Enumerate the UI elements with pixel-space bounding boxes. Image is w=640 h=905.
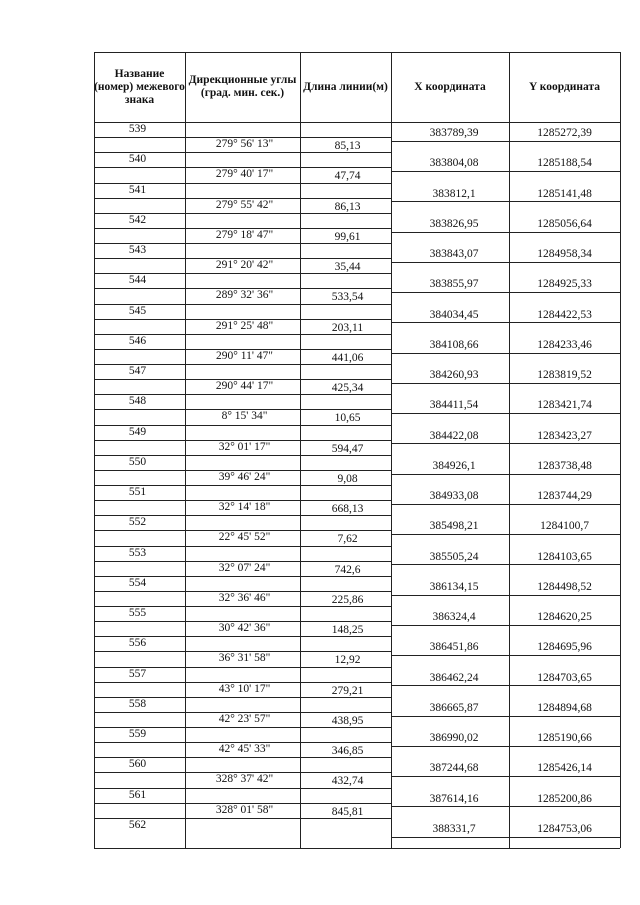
x-coordinate: 388331,7 [432, 822, 476, 835]
mark-number: 545 [128, 304, 147, 317]
line-length: 438,95 [331, 714, 364, 727]
direction-angle: 32° 36' 46" [218, 591, 271, 604]
mark-number: 560 [128, 758, 147, 771]
x-coordinate: 383812,1 [432, 187, 476, 200]
line-length: 346,85 [331, 745, 364, 758]
x-coordinate: 384108,66 [429, 338, 479, 351]
direction-angle: 32° 01' 17" [218, 440, 271, 453]
mark-number: 542 [128, 213, 147, 226]
coordinate-divider [391, 806, 620, 807]
mark-number: 546 [128, 334, 147, 347]
mark-number: 555 [128, 607, 147, 619]
direction-angle: 279° 40' 17" [215, 168, 274, 181]
x-coordinate: 386990,02 [429, 732, 479, 744]
coordinate-divider [391, 322, 620, 323]
mark-number: 539 [128, 123, 147, 135]
mark-number: 543 [128, 244, 147, 256]
line-length: 441,06 [331, 351, 364, 364]
direction-angle: 36° 31' 58" [218, 652, 271, 665]
header-direction-angle: Дирекционные углы (град. мин. сек.) [188, 74, 297, 99]
x-coordinate: 385498,21 [429, 520, 479, 533]
direction-angle: 43° 10' 17" [218, 682, 271, 695]
direction-angle: 328° 37' 42" [215, 773, 274, 786]
y-coordinate: 1284103,65 [537, 550, 592, 563]
line-length: 742,6 [334, 563, 361, 576]
coordinate-divider [391, 474, 620, 475]
x-coordinate: 387244,68 [429, 762, 479, 775]
coordinate-divider [391, 776, 620, 777]
line-length: 425,34 [331, 382, 364, 395]
direction-angle: 42° 23' 57" [218, 712, 271, 725]
table-bottom-border [94, 848, 620, 849]
mark-number: 559 [128, 728, 147, 740]
y-coordinate: 1285190,66 [537, 732, 592, 744]
line-length: 845,81 [331, 805, 364, 818]
coordinate-divider [391, 716, 620, 717]
x-coordinate: 387614,16 [429, 792, 479, 805]
direction-angle: 8° 15' 34" [221, 410, 268, 423]
direction-angle: 289° 32' 36" [215, 289, 274, 302]
direction-angle: 39° 46' 24" [218, 470, 271, 483]
x-coordinate: 386324,4 [432, 611, 476, 623]
line-length: 10,65 [334, 412, 361, 425]
y-coordinate: 1285426,14 [537, 762, 592, 775]
x-coordinate: 383855,97 [429, 278, 479, 291]
column-border [620, 52, 621, 848]
line-length: 47,74 [334, 170, 361, 183]
x-coordinate: 384260,93 [429, 369, 479, 381]
x-coordinate: 383843,07 [429, 248, 479, 260]
mark-number: 549 [128, 425, 147, 438]
line-length: 99,61 [334, 230, 361, 243]
line-length: 533,54 [331, 291, 364, 304]
y-coordinate: 1283819,52 [537, 369, 592, 381]
line-length: 279,21 [331, 684, 364, 697]
direction-angle: 290° 11' 47" [216, 349, 273, 362]
mark-number: 540 [128, 153, 147, 166]
mark-number: 552 [128, 516, 147, 529]
mark-number: 557 [128, 667, 147, 680]
y-coordinate: 1284620,25 [537, 611, 592, 623]
x-coordinate: 386451,86 [429, 641, 479, 654]
x-coordinate: 386665,87 [429, 701, 479, 714]
line-length: 9,08 [337, 472, 358, 485]
x-coordinate: 383804,08 [429, 157, 479, 170]
coordinate-divider [391, 837, 620, 838]
coordinate-divider [391, 171, 620, 172]
header-x-coordinate: X координата [414, 80, 486, 93]
boundary-coordinates-table [94, 52, 620, 848]
coordinate-divider [391, 413, 620, 414]
mark-number: 551 [128, 486, 147, 498]
y-coordinate: 1284100,7 [540, 520, 589, 533]
coordinate-divider [391, 141, 620, 142]
mark-number: 562 [128, 818, 147, 831]
x-coordinate: 385505,24 [429, 550, 479, 563]
y-coordinate: 1284894,68 [537, 701, 592, 714]
x-coordinate: 386462,24 [429, 671, 479, 684]
y-coordinate: 1283738,48 [537, 459, 592, 472]
header-y-coordinate: Y координата [528, 80, 601, 93]
line-length: 203,11 [331, 321, 364, 334]
coordinate-divider [391, 443, 620, 444]
y-coordinate: 1284695,96 [537, 641, 592, 654]
header-line-length: Длина линии(м) [303, 80, 388, 93]
mark-number: 541 [128, 183, 147, 196]
line-length: 668,13 [331, 503, 364, 516]
coordinate-divider [391, 201, 620, 202]
direction-angle: 32° 14' 18" [218, 501, 271, 514]
coordinate-divider [391, 534, 620, 535]
direction-angle: 291° 25' 48" [215, 319, 274, 332]
line-length: 7,62 [337, 533, 358, 546]
x-coordinate: 383789,39 [429, 127, 479, 139]
x-coordinate: 384411,54 [429, 399, 479, 412]
direction-angle: 42° 45' 33" [218, 743, 271, 756]
y-coordinate: 1283421,74 [537, 399, 592, 412]
mark-number: 547 [128, 365, 147, 377]
y-coordinate: 1284925,33 [537, 278, 592, 291]
y-coordinate: 1284958,34 [537, 248, 592, 260]
direction-angle: 291° 20' 42" [215, 259, 274, 272]
y-coordinate: 1285200,86 [537, 792, 592, 805]
y-coordinate: 1284498,52 [537, 580, 592, 593]
line-length: 225,86 [331, 593, 364, 606]
y-coordinate: 1284233,46 [537, 338, 592, 351]
coordinate-divider [391, 232, 620, 233]
y-coordinate: 1285056,64 [537, 217, 592, 230]
direction-angle: 22° 45' 52" [218, 531, 271, 544]
coordinate-divider [391, 292, 620, 293]
x-coordinate: 384926,1 [432, 459, 476, 472]
y-coordinate: 1285188,54 [537, 157, 592, 170]
y-coordinate: 1284753,06 [537, 822, 592, 835]
coordinate-divider [391, 564, 620, 565]
mark-number: 548 [128, 395, 147, 408]
mark-number: 553 [128, 546, 147, 559]
y-coordinate: 1283423,27 [537, 429, 592, 442]
line-length: 594,47 [331, 442, 364, 455]
direction-angle: 30° 42' 36" [218, 622, 271, 635]
y-coordinate: 1285141,48 [537, 187, 592, 200]
coordinate-divider [391, 655, 620, 656]
direction-angle: 32° 07' 24" [218, 561, 271, 574]
header-mark-name: Название (номер) межевого знака [94, 67, 185, 106]
y-coordinate: 1285272,39 [537, 127, 592, 139]
mark-number: 556 [128, 637, 147, 650]
x-coordinate: 384933,08 [429, 490, 479, 502]
line-length: 432,74 [331, 775, 364, 788]
y-coordinate: 1284422,53 [537, 308, 592, 321]
mark-number: 561 [128, 788, 147, 801]
x-coordinate: 383826,95 [429, 217, 479, 230]
mark-number: 544 [128, 274, 147, 287]
coordinate-divider [391, 746, 620, 747]
line-length: 86,13 [334, 200, 361, 213]
direction-angle: 328° 01' 58" [215, 803, 274, 816]
table-top-border [94, 52, 620, 53]
direction-angle: 290° 44' 17" [215, 380, 274, 393]
x-coordinate: 384034,45 [429, 308, 479, 321]
line-length: 85,13 [334, 140, 361, 153]
line-length: 12,92 [334, 654, 361, 667]
column-border [185, 52, 186, 848]
x-coordinate: 384422,08 [429, 429, 479, 442]
mark-number: 554 [128, 576, 147, 589]
coordinate-divider [391, 685, 620, 686]
y-coordinate: 1283744,29 [537, 490, 592, 502]
coordinate-divider [391, 262, 620, 263]
line-length: 148,25 [331, 624, 364, 637]
coordinate-divider [391, 595, 620, 596]
mark-number: 550 [128, 455, 147, 468]
direction-angle: 279° 56' 13" [215, 138, 274, 151]
coordinate-divider [391, 353, 620, 354]
direction-angle: 279° 55' 42" [215, 198, 274, 211]
coordinate-divider [391, 625, 620, 626]
coordinate-divider [391, 504, 620, 505]
y-coordinate: 1284703,65 [537, 671, 592, 684]
coordinate-divider [391, 383, 620, 384]
line-length: 35,44 [334, 261, 361, 274]
mark-number: 558 [128, 697, 147, 710]
x-coordinate: 386134,15 [429, 580, 479, 593]
direction-angle: 279° 18' 47" [215, 228, 274, 241]
